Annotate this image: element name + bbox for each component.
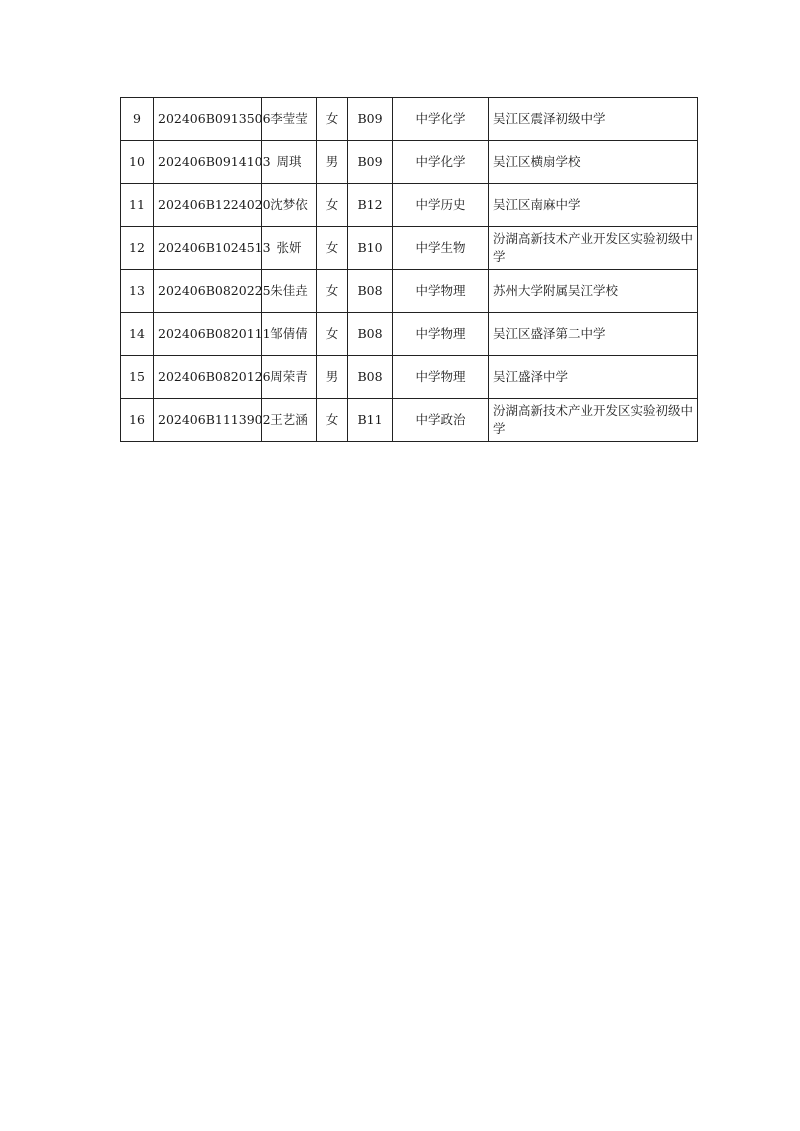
cell-school: 汾湖高新技术产业开发区实验初级中学 (489, 227, 698, 270)
cell-name: 王艺涵 (262, 399, 317, 442)
table-row (121, 313, 698, 356)
cell-subject: 中学化学 (393, 141, 489, 184)
cell-subject: 中学化学 (393, 98, 489, 141)
cell-number: 15 (121, 356, 154, 399)
cell-number: 14 (121, 313, 154, 356)
cell-name: 张妍 (262, 227, 317, 270)
cell-exam-id: 202406B1113902 (154, 399, 262, 442)
cell-position-code: B12 (348, 184, 393, 227)
roster-table (120, 97, 698, 442)
cell-position-code: B10 (348, 227, 393, 270)
table-row (121, 184, 698, 227)
table-row (121, 399, 698, 442)
cell-exam-id: 202406B0820126 (154, 356, 262, 399)
cell-exam-id: 202406B0820225 (154, 270, 262, 313)
cell-position-code: B09 (348, 141, 393, 184)
cell-subject: 中学物理 (393, 313, 489, 356)
cell-number: 9 (121, 98, 154, 141)
cell-number: 16 (121, 399, 154, 442)
cell-gender: 女 (317, 270, 348, 313)
cell-number: 11 (121, 184, 154, 227)
cell-subject: 中学物理 (393, 270, 489, 313)
cell-gender: 女 (317, 313, 348, 356)
cell-exam-id: 202406B1224020 (154, 184, 262, 227)
cell-school: 吴江区盛泽第二中学 (489, 313, 698, 356)
table-row (121, 98, 698, 141)
cell-name: 周荣青 (262, 356, 317, 399)
roster-body (121, 98, 698, 442)
cell-subject: 中学生物 (393, 227, 489, 270)
table-row (121, 141, 698, 184)
cell-gender: 女 (317, 227, 348, 270)
cell-school: 吴江区震泽初级中学 (489, 98, 698, 141)
cell-gender: 女 (317, 98, 348, 141)
cell-name: 周琪 (262, 141, 317, 184)
cell-school: 吴江盛泽中学 (489, 356, 698, 399)
cell-name: 朱佳垚 (262, 270, 317, 313)
cell-name: 邹倩倩 (262, 313, 317, 356)
cell-name: 李莹莹 (262, 98, 317, 141)
cell-position-code: B08 (348, 313, 393, 356)
cell-subject: 中学政治 (393, 399, 489, 442)
cell-name: 沈梦依 (262, 184, 317, 227)
cell-exam-id: 202406B1024513 (154, 227, 262, 270)
cell-number: 10 (121, 141, 154, 184)
cell-school: 吴江区横扇学校 (489, 141, 698, 184)
cell-exam-id: 202406B0913506 (154, 98, 262, 141)
cell-school: 苏州大学附属吴江学校 (489, 270, 698, 313)
cell-exam-id: 202406B0820111 (154, 313, 262, 356)
cell-gender: 女 (317, 184, 348, 227)
cell-number: 12 (121, 227, 154, 270)
cell-school: 汾湖高新技术产业开发区实验初级中学 (489, 399, 698, 442)
cell-gender: 女 (317, 399, 348, 442)
cell-position-code: B11 (348, 399, 393, 442)
table-row (121, 356, 698, 399)
cell-gender: 男 (317, 141, 348, 184)
cell-subject: 中学物理 (393, 356, 489, 399)
cell-position-code: B09 (348, 98, 393, 141)
table-row (121, 227, 698, 270)
cell-subject: 中学历史 (393, 184, 489, 227)
cell-number: 13 (121, 270, 154, 313)
cell-gender: 男 (317, 356, 348, 399)
cell-school: 吴江区南麻中学 (489, 184, 698, 227)
cell-position-code: B08 (348, 270, 393, 313)
cell-exam-id: 202406B0914103 (154, 141, 262, 184)
table-row (121, 270, 698, 313)
cell-position-code: B08 (348, 356, 393, 399)
